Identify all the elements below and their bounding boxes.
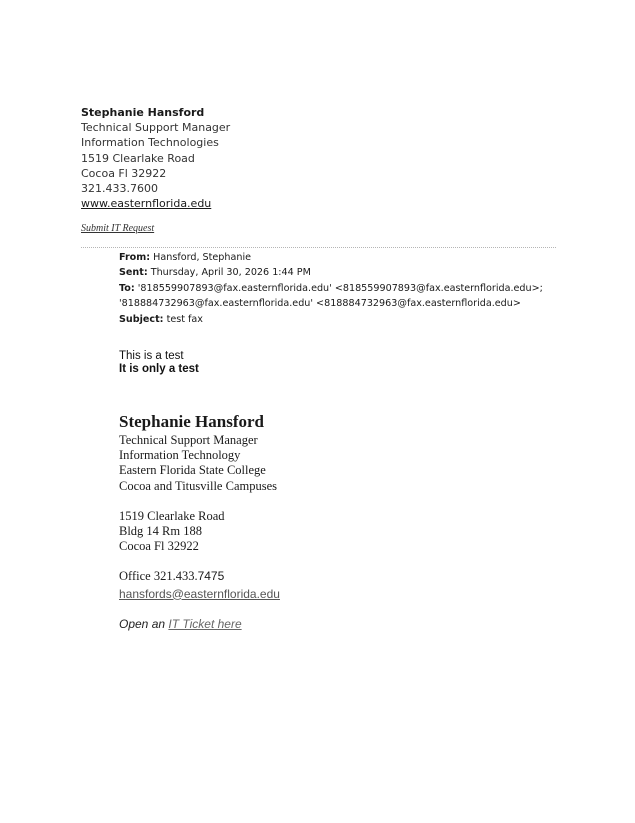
to-label: To: bbox=[119, 282, 135, 294]
email-header bbox=[119, 250, 543, 327]
sent-row bbox=[119, 265, 543, 280]
signature-building: Bldg 14 Rm 188 bbox=[119, 524, 202, 539]
signature-street: 1519 Clearlake Road bbox=[81, 151, 195, 165]
from-value: Hansford, Stephanie bbox=[153, 252, 252, 263]
sent-label: Sent: bbox=[119, 267, 148, 279]
it-ticket-link[interactable]: IT Ticket here bbox=[168, 617, 242, 631]
office-label: Office 321.433. bbox=[119, 569, 198, 584]
signature-title: Technical Support Manager bbox=[81, 121, 231, 135]
submit-it-request-link[interactable]: Submit IT Request bbox=[81, 223, 155, 234]
sent-value: Thursday, April 30, 2026 1:44 PM bbox=[150, 267, 311, 279]
signature-street: 1519 Clearlake Road bbox=[119, 508, 225, 523]
signature-college: Eastern Florida State College bbox=[119, 463, 266, 478]
to-row bbox=[119, 281, 543, 296]
message-body bbox=[119, 350, 199, 376]
office-phone bbox=[119, 569, 280, 584]
signature-city: Cocoa Fl 32922 bbox=[81, 166, 167, 180]
signature-department: Information Technologies bbox=[81, 136, 219, 150]
to-row-continued: '818884732963@fax.easternflorida.edu' <818884732963@fax.easternflorida.edu> bbox=[119, 298, 521, 310]
from-label: From: bbox=[119, 252, 151, 263]
subject-label: Subject: bbox=[119, 313, 164, 325]
signature-title: Technical Support Manager bbox=[119, 433, 258, 447]
signature-campuses: Cocoa and Titusville Campuses bbox=[119, 478, 277, 493]
from-row bbox=[119, 250, 543, 265]
ticket-prefix: Open an bbox=[119, 617, 169, 631]
website-link[interactable]: www.easternflorida.edu bbox=[81, 197, 212, 211]
subject-value: test fax bbox=[166, 313, 203, 325]
email-link[interactable]: hansfords@easternflorida.edu bbox=[119, 586, 280, 601]
ticket-line bbox=[119, 617, 242, 631]
subject-row bbox=[119, 312, 543, 327]
signature-city: Cocoa Fl 32922 bbox=[119, 539, 199, 554]
message-divider bbox=[81, 247, 556, 248]
body-line-2: It is only a test bbox=[119, 363, 199, 375]
body-line-1: This is a test bbox=[119, 350, 184, 362]
signature-block-bottom bbox=[119, 411, 280, 603]
signature-name: Stephanie Hansford bbox=[119, 412, 264, 431]
office-ext: 7475 bbox=[197, 569, 225, 584]
signature-block-top bbox=[81, 105, 230, 211]
signature-department: Information Technology bbox=[119, 448, 241, 463]
signature-name: Stephanie Hansford bbox=[81, 106, 205, 119]
to-value-line1: '818559907893@fax.easternflorida.edu' <818559907893@fax.easternflorida.edu>; bbox=[137, 282, 543, 294]
signature-phone: 321.433.7600 bbox=[81, 182, 158, 196]
